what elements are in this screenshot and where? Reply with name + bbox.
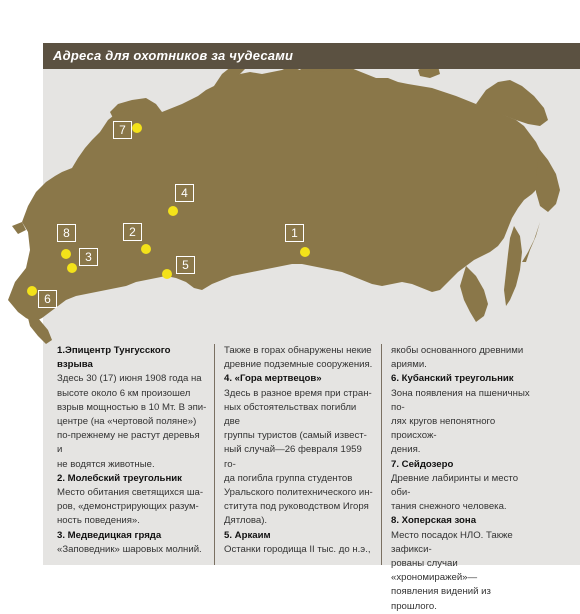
title-bar [43,43,580,69]
legend-heading: 8. Хоперская зона [391,515,477,527]
legend-line: лях кругов непонятного происхож- [391,416,496,442]
column-divider-2 [381,344,382,565]
legend-line: Здесь в разное время при стран- [224,387,372,399]
marker-dot-4 [168,206,178,216]
legend-line: Останки городища II тыс. до н.э., [224,543,371,555]
legend-line: ариями. [391,359,427,371]
legend-line: да погибла группа студентов [224,472,353,484]
legend-line: «Заповедник» шаровых молний. [57,543,202,555]
legend-line: Место обитания светящихся ша- [57,487,204,499]
legend-line: Дятлова). [224,515,268,527]
legend-heading: 7. Сейдозеро [391,458,454,470]
marker-dot-3 [67,263,77,273]
marker-dot-2 [141,244,151,254]
legend-heading: 6. Кубанский треугольник [391,373,514,385]
marker-label-5: 5 [176,256,195,274]
legend-text [57,344,533,612]
legend-line: Здесь 30 (17) июня 1908 года на [57,373,202,385]
sakhalin [504,226,522,306]
legend-line: по-прежнему не растут деревья и [57,430,200,456]
marker-label-4: 4 [175,184,194,202]
legend-column-3 [391,344,533,614]
legend-line: Место посадок НЛО. Также зафикси- [391,529,513,555]
legend-line: высоте около 6 км произошел [57,387,191,399]
marker-dot-8 [61,249,71,259]
kamchatka [536,150,560,212]
legend-line: группы туристов (самый извест- [224,430,367,442]
marker-label-3: 3 [79,248,98,266]
legend-heading: 3. Медведицкая гряда [57,529,162,541]
legend-line: ных обстоятельствах погибли две [224,401,357,428]
legend-heading: 1.Эпицентр Тунгусского взрыва [57,345,171,371]
legend-line: Уральского политехнического ин- [224,487,373,499]
legend-line: древние подземные сооружения. [224,359,373,371]
marker-dot-7 [132,123,142,133]
legend-line: дения. [391,444,421,456]
legend-line: рованы случаи «хрономиражей»— [391,558,478,584]
legend-line: якобы основанного древними [391,345,524,356]
marker-label-7: 7 [113,121,132,139]
column-divider-1 [214,344,215,565]
marker-label-6: 6 [38,290,57,308]
marker-dot-1 [300,247,310,257]
legend-column-2 [224,344,374,557]
legend-line: центре (на «чертовой поляне») [57,416,197,428]
legend-line: появления видений из прошлого. [391,586,491,612]
marker-label-1: 1 [285,224,304,242]
legend-line: ность поведения». [57,515,140,527]
legend-line: ститута под руководством Игоря [224,501,369,513]
legend-heading: 5. Аркаим [224,529,271,541]
marker-dot-5 [162,269,172,279]
legend-line: не водятся животные. [57,458,155,470]
legend-line: тания снежного человека. [391,501,507,513]
legend-line: Зона появления на пшеничных по- [391,387,530,413]
legend-line: Древние лабиринты и место оби- [391,472,519,499]
legend-line: взрыв мощностью в 10 Мт. В эпи- [57,401,207,413]
primorye [460,266,488,322]
legend-line: ров, «демонстрирующих разум- [57,501,199,513]
legend-heading: 4. «Гора мертвецов» [224,373,322,385]
legend-heading: 2. Молебский треугольник [57,472,182,484]
legend-line: ный случай—26 февраля 1959 го- [224,444,362,470]
marker-label-8: 8 [57,224,76,242]
marker-label-2: 2 [123,223,142,241]
legend-line: Также в горах обнаружены некие [224,345,372,356]
kuril-islands [522,222,540,262]
legend-column-1 [57,344,207,557]
map-title: Адреса для охотников за чудесами [53,48,294,63]
marker-dot-6 [27,286,37,296]
